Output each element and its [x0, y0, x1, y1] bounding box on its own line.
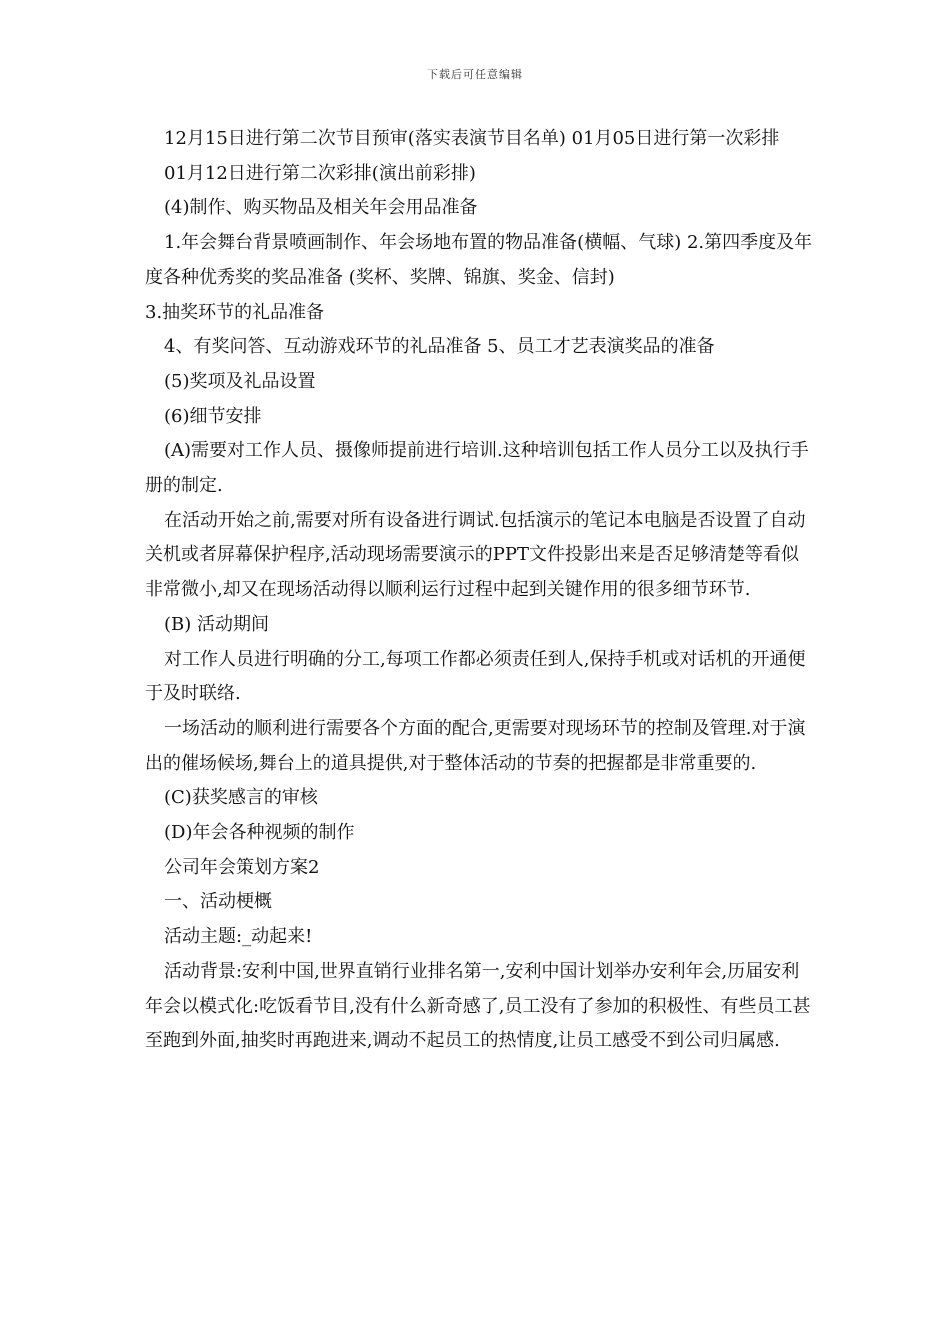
page-header-note: 下载后可任意编辑 — [427, 68, 523, 81]
paragraph: 活动背景:安利中国,世界直销行业排名第一,安利中国计划举办安利年会,历届安利年会以模式化:吃饭看节目,没有什么新奇感了,员工没有了参加的积极性、有些员工甚至跑到外面,抽奖时再跑进来,调动不起员工的热情度,让员工感受不到公司归属感. — [145, 960, 811, 1052]
section-title: 公司年会策划方案2 — [164, 856, 320, 878]
paragraph: (A)需要对工作人员、摄像师提前进行培训.这种培训包括工作人员分工以及执行手册的制定. — [145, 440, 809, 497]
paragraph: (C)获奖感言的审核 — [164, 787, 318, 809]
paragraph: (D)年会各种视频的制作 — [164, 822, 355, 844]
paragraph: 1.年会舞台背景喷画制作、年会场地布置的物品准备(横幅、气球) 2.第四季度及年度各种优秀奖的奖品准备 (奖杯、奖牌、锦旗、奖金、信封) — [145, 232, 813, 288]
paragraph: 活动主题:_动起来! — [164, 926, 313, 948]
paragraph: 01月12日进行第二次彩排(演出前彩排) — [164, 162, 476, 184]
paragraph: (4)制作、购买物品及相关年会用品准备 — [164, 197, 478, 219]
paragraph: (B) 活动期间 — [164, 613, 269, 635]
paragraph: 4、有奖问答、互动游戏环节的礼品准备 5、员工才艺表演奖品的准备 — [164, 336, 715, 358]
paragraph: 12月15日进行第二次节目预审(落实表演节目名单) 01月05日进行第一次彩排 — [164, 128, 780, 149]
paragraph: (5)奖项及礼品设置 — [164, 370, 316, 392]
paragraph: 3.抽奖环节的礼品准备 — [145, 301, 325, 323]
paragraph: 在活动开始之前,需要对所有设备进行调试.包括演示的笔记本电脑是否设置了自动关机或者屏幕保护程序,活动现场需要演示的PPT文件投影出来是否足够清楚等看似非常微小,却又在现场活动得以顺利运行过程中起到关键作用的很多细节环节. — [145, 509, 806, 601]
paragraph: 一场活动的顺利进行需要各个方面的配合,更需要对现场环节的控制及管理.对于演出的催场候场,舞台上的道具提供,对于整体活动的节奏的把握都是非常重要的. — [145, 717, 806, 774]
paragraph: (6)细节安排 — [164, 405, 262, 427]
document-body — [145, 122, 815, 1059]
paragraph: 对工作人员进行明确的分工,每项工作都必须责任到人,保持手机或对话机的开通便于及时联络. — [145, 648, 806, 705]
section-heading: 一、活动梗概 — [164, 891, 272, 913]
